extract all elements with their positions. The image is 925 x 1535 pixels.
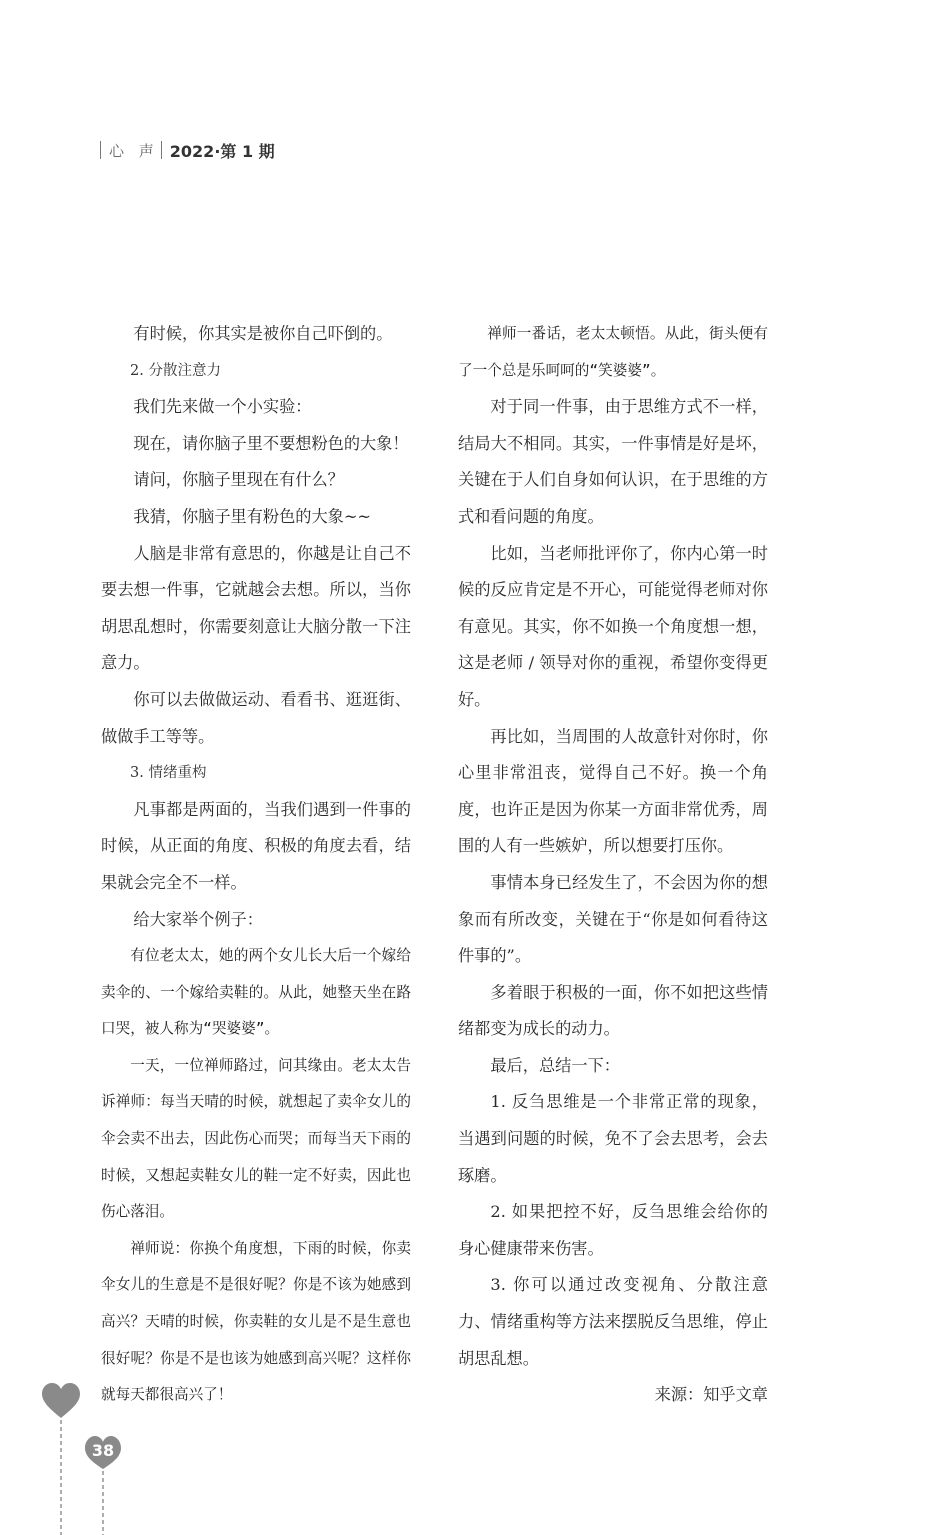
source-credit: 来源：知乎文章 bbox=[654, 1385, 768, 1405]
body-paragraph: 再比如，当周围的人故意针对你时，你心里非常沮丧，觉得自己不好。换一个角度，也许正是因为你某一方面非常优秀，周围的人有一些嫉妒，所以想要打压你。 bbox=[458, 726, 768, 856]
page-header bbox=[100, 138, 275, 162]
section-heading: 2. 分散注意力 bbox=[130, 362, 221, 379]
body-paragraph: 最后，总结一下： bbox=[490, 1055, 620, 1075]
body-paragraph: 我猜，你脑子里有粉色的大象~~ bbox=[133, 506, 371, 526]
section-title: 心 声 bbox=[109, 141, 159, 160]
body-paragraph: 我们先来做一个小实验： bbox=[133, 397, 312, 417]
body-paragraph: 你可以去做做运动、看看书、逛逛街、做做手工等等。 bbox=[101, 689, 411, 746]
body-paragraph: 凡事都是两面的，当我们遇到一件事的时候，从正面的角度、积极的角度去看，结果就会完全不一样。 bbox=[101, 799, 411, 892]
body-paragraph: 现在，请你脑子里不要想粉色的大象！ bbox=[133, 433, 409, 453]
left-column bbox=[101, 316, 411, 1414]
body-paragraph: 请问，你脑子里现在有什么？ bbox=[133, 470, 344, 490]
story-paragraph: 禅师说：你换个角度想，下雨的时候，你卖伞女儿的生意是不是很好呢？你是不该为她感到高兴？天晴的时候，你卖鞋的女儿是不是生意也很好呢？你是不是也该为她感到高兴呢？这样你就每天都很高兴了！ bbox=[101, 1239, 411, 1404]
header-divider bbox=[161, 141, 162, 159]
body-paragraph: 2. 如果把控不好，反刍思维会给你的身心健康带来伤害。 bbox=[458, 1202, 768, 1258]
story-paragraph: 一天，一位禅师路过，问其缘由。老太太告诉禅师：每当天晴的时候，就想起了卖伞女儿的伞会卖不出去，因此伤心而哭；而每当天下雨的时候，又想起卖鞋女儿的鞋一定不好卖，因此也伤心落泪。 bbox=[101, 1056, 411, 1221]
body-paragraph: 比如，当老师批评你了，你内心第一时候的反应肯定是不开心，可能觉得老师对你有意见。其实，你不如换一个角度想一想，这是老师 / 领导对你的重视，希望你变得更好。 bbox=[458, 543, 768, 709]
body-paragraph: 对于同一件事，由于思维方式不一样，结局大不相同。其实，一件事情是好是坏，关键在于人们自身如何认识，在于思维的方式和看问题的角度。 bbox=[458, 397, 768, 526]
body-paragraph: 有时候，你其实是被你自己吓倒的。 bbox=[133, 324, 393, 343]
body-paragraph: 3. 你可以通过改变视角、分散注意力、情绪重构等方法来摆脱反刍思维，停止胡思乱想。 bbox=[458, 1275, 768, 1368]
right-column bbox=[458, 316, 768, 1414]
section-heading: 3. 情绪重构 bbox=[130, 765, 207, 782]
issue-label: 2022·第 1 期 bbox=[169, 141, 275, 161]
body-paragraph: 人脑是非常有意思的，你越是让自己不要去想一件事，它就越会去想。所以，当你胡思乱想时，你需要刻意让大脑分散一下注意力。 bbox=[101, 543, 411, 673]
story-paragraph: 禅师一番话，老太太顿悟。从此，街头便有了一个总是乐呵呵的“笑婆婆”。 bbox=[458, 325, 768, 379]
header-divider bbox=[100, 141, 101, 159]
body-paragraph: 给大家举个例子： bbox=[133, 909, 263, 929]
page-number: 38 bbox=[91, 1441, 115, 1460]
body-paragraph: 1. 反刍思维是一个非常正常的现象，当遇到问题的时候，免不了会去思考，会去琢磨。 bbox=[458, 1092, 768, 1185]
body-paragraph: 多着眼于积极的一面，你不如把这些情绪都变为成长的动力。 bbox=[458, 982, 768, 1039]
large-heart-icon bbox=[42, 1383, 80, 1418]
body-paragraph: 事情本身已经发生了，不会因为你的想象而有所改变，关键在于“你是如何看待这件事的”。 bbox=[458, 872, 768, 966]
heart-decoration bbox=[40, 1380, 130, 1535]
story-paragraph: 有位老太太，她的两个女儿长大后一个嫁给卖伞的、一个嫁给卖鞋的。从此，她整天坐在路口哭，被人称为“哭婆婆”。 bbox=[101, 947, 411, 1038]
